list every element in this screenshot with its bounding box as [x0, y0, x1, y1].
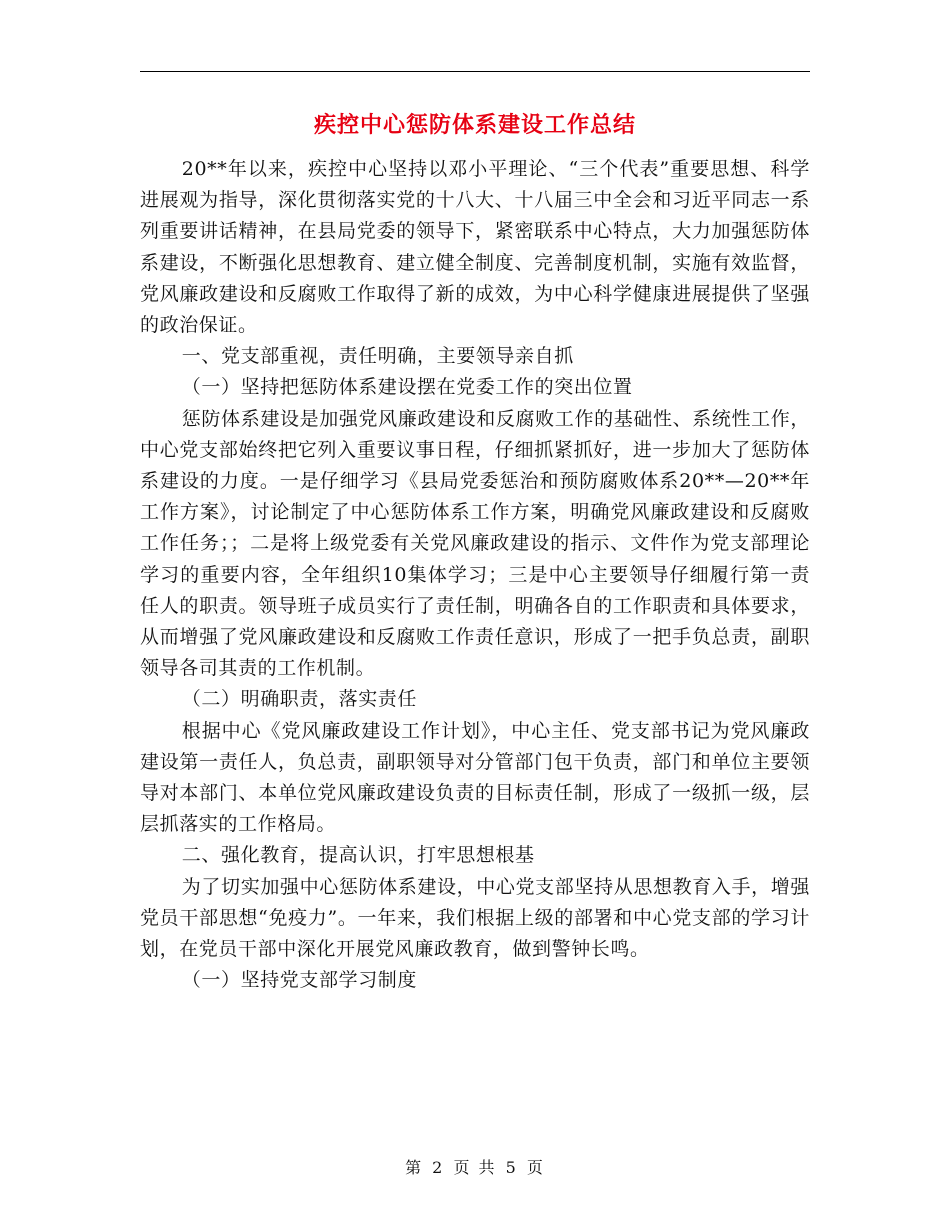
- document-title: 疾控中心惩防体系建设工作总结: [313, 113, 636, 138]
- document-body: [140, 154, 810, 996]
- paragraph-section-1-1: 惩防体系建设是加强党风廉政建设和反腐败工作的基础性、系统性工作，中心党支部始终把它列入重要议事日程，仔细抓紧抓好，进一步加大了惩防体系建设的力度。一是仔细学习《县局党委惩治和预防腐败体系20**—20**年工作方案》，讨论制定了中心惩防体系工作方案，明确党风廉政建设和反腐败工作任务；；二是将上级党委有关党风廉政建设的指示、文件作为党支部理论学习的重要内容，全年组织10集体学习；三是中心主要领导仔细履行第一责任人的职责。领导班子成员实行了责任制，明确各自的工作职责和具体要求，从而增强了党风廉政建设和反腐败工作责任意识，形成了一把手负总责，副职领导各司其责的工作机制。: [140, 407, 810, 680]
- footer-prefix: 第: [405, 1158, 424, 1177]
- heading-subsection-1-2: （二）明确职责，落实责任: [181, 688, 417, 711]
- footer-suffix: 页: [526, 1158, 545, 1177]
- header-rule: [140, 71, 810, 72]
- paragraph-section-1-2: 根据中心《党风廉政建设工作计划》，中心主任、党支部书记为党风廉政建设第一责任人，负总责，副职领导对分管部门包干负责，部门和单位主要领导对本部门、本单位党风廉政建设负责的目标责任制，形成了一级抓一级，层层抓落实的工作格局。: [140, 719, 810, 836]
- heading-section-1: 一、党支部重视，责任明确，主要领导亲自抓: [181, 345, 574, 368]
- page-footer: [0, 1155, 950, 1178]
- paragraph-section-2: 为了切实加强中心惩防体系建设，中心党支部坚持从思想教育入手，增强党员干部思想“免疫力”。一年来，我们根据上级的部署和中心党支部的学习计划，在党员干部中深化开展党风廉政教育，做到警钟长鸣。: [140, 875, 810, 961]
- footer-total-pages: 5: [505, 1158, 518, 1177]
- heading-subsection-1-1: （一）坚持把惩防体系建设摆在党委工作的突出位置: [181, 376, 633, 399]
- heading-section-2: 二、强化教育，提高认识，打牢思想根基: [181, 844, 535, 867]
- heading-subsection-2-1: （一）坚持党支部学习制度: [181, 969, 417, 992]
- paragraph-intro: 20**年以来，疾控中心坚持以邓小平理论、“三个代表”重要思想、科学进展观为指导，深化贯彻落实党的十八大、十八届三中全会和习近平同志一系列重要讲话精神，在县局党委的领导下，紧密联系中心特点，大力加强惩防体系建设，不断强化思想教育、建立健全制度、完善制度机制，实施有效监督，党风廉政建设和反腐败工作取得了新的成效，为中心科学健康进展提供了坚强的政治保证。: [140, 158, 810, 337]
- footer-mid: 页 共: [453, 1158, 497, 1177]
- footer-current-page: 2: [432, 1158, 445, 1177]
